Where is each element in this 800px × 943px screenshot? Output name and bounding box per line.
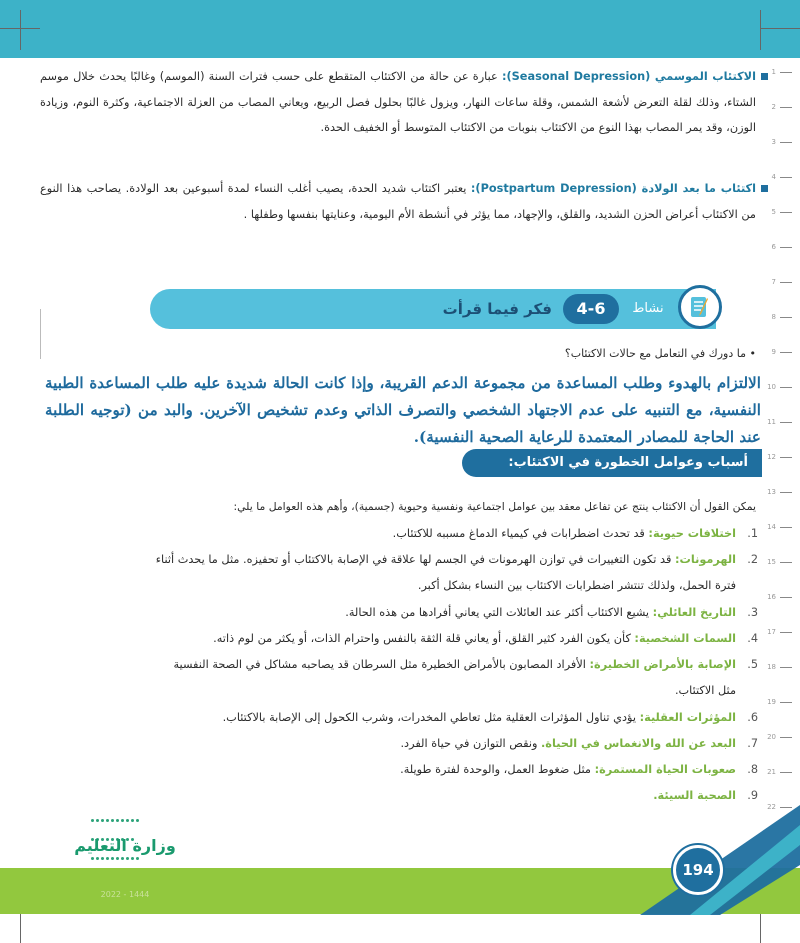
- ministry-subtitle: 2022 - 1444: [100, 890, 150, 899]
- crop-mark: [20, 10, 21, 50]
- factor-text-continued: مثل الاكتئاب.: [674, 683, 736, 697]
- factor-number: 3.: [747, 606, 758, 619]
- side-ruler: [760, 60, 800, 840]
- factor-number: 4.: [747, 632, 758, 645]
- postpartum-paragraph: [40, 176, 756, 227]
- ruler-tick: [780, 387, 792, 388]
- factor-number: 6.: [747, 711, 758, 724]
- activity-answer: الالتزام بالهدوء وطلب المساعدة من مجموعة الدعم القريبة، وإذا كانت الحالة شديدة عليه طلب المساعدة الطبية النفسية، مع التنبيه على عدم الاجتهاد الشخصي والتصرف الذاتي وعدم تشخيص الآخرين. والبد من (توجيه الطلبة عند الحاجة للمصادر المعتمدة للرعاية الصحية النفسية).: [45, 374, 761, 446]
- factor-text: ونقص التوازن في حياة الفرد.: [400, 737, 542, 750]
- factor-number: 8.: [747, 763, 758, 776]
- factor-number: 5.: [747, 658, 758, 671]
- ruler-number: 11: [767, 418, 776, 426]
- factor-item: [46, 626, 758, 652]
- postpartum-body: يعتبر اكتئاب شديد الحدة، يصيب أغلب النساء لمدة أسبوعين بعد الولادة. يصاحب هذا النوع من الاكتئاب أعراض الحزن الشديد، والقلق، والإجهاد، مما يؤثر في أنشطة الأم اليومية، وعنايتها بنفسها وطفلها .: [40, 182, 756, 221]
- factor-text: كأن يكون الفرد كثير القلق، أو يعاني قلة الثقة بالنفس واحترام الذات، أو يكثر من لوم ذاته.: [213, 632, 635, 645]
- factor-text: قد تكون التغييرات في توازن الهرمونات في الجسم لها علاقة في الإصابة بالاكتئاب أو تحفيزه. مثل ما يحدث أثناء: [155, 553, 675, 566]
- ruler-tick: [780, 562, 792, 563]
- ruler-tick: [780, 667, 792, 668]
- ruler-number: 17: [767, 628, 776, 636]
- factor-title: البعد عن الله والانغماس في الحياة.: [541, 737, 736, 750]
- crop-mark: [760, 28, 800, 29]
- factor-title: التاريخ العائلي:: [652, 606, 736, 619]
- ruler-number: 14: [767, 523, 776, 531]
- factor-title: الهرمونات:: [674, 553, 736, 566]
- ruler-tick: [780, 317, 792, 318]
- ruler-number: 18: [767, 663, 776, 671]
- factor-item: [46, 521, 758, 547]
- ruler-tick: [780, 212, 792, 213]
- ruler-tick: [780, 247, 792, 248]
- ruler-tick: [780, 177, 792, 178]
- ruler-tick: [780, 492, 792, 493]
- ruler-tick: [780, 142, 792, 143]
- activity-number: 4-6: [576, 299, 606, 318]
- ruler-number: 5: [771, 208, 776, 216]
- bullet-dot: •: [746, 347, 756, 360]
- factor-text: مثل ضغوط العمل، والوحدة لفترة طويلة.: [400, 763, 595, 776]
- factor-item: [46, 705, 758, 731]
- factor-text: الأفراد المصابون بالأمراض الخطيرة مثل السرطان قد يصاحبه مشاكل في الصحة النفسية: [173, 658, 590, 671]
- factor-item: [46, 652, 758, 703]
- ruler-tick: [780, 352, 792, 353]
- factor-number: 2.: [747, 553, 758, 566]
- bullet-icon: [761, 73, 768, 80]
- crop-mark: [760, 10, 761, 50]
- ruler-number: 15: [767, 558, 776, 566]
- activity-label: نشاط: [632, 301, 664, 316]
- ruler-number: 19: [767, 698, 776, 706]
- activity-question: ما دورك في التعامل مع حالات الاكتئاب؟: [564, 347, 746, 360]
- activity-icon: [678, 285, 722, 329]
- activity-title: فكر فيما قرأت: [442, 300, 552, 318]
- activity-number-box: [563, 294, 619, 324]
- ruler-number: 4: [771, 173, 776, 181]
- factor-number: 7.: [747, 737, 758, 750]
- factor-title: الصحبة السيئة.: [653, 789, 736, 802]
- ruler-number: 10: [767, 383, 776, 391]
- factor-number: 9.: [747, 789, 758, 802]
- ruler-tick: [780, 772, 792, 773]
- postpartum-title: اكتئاب ما بعد الولادة (Postpartum Depression):: [470, 182, 757, 195]
- crop-mark: [0, 28, 40, 29]
- ruler-number: 22: [767, 803, 776, 811]
- ruler-tick: [780, 702, 792, 703]
- section-title: أسباب وعوامل الخطورة في الاكتئاب:: [508, 455, 748, 470]
- factor-title: اختلافات حيوية:: [648, 527, 736, 540]
- factor-text: يؤدي تناول المؤثرات العقلية مثل تعاطي المخدرات، وشرب الكحول إلى الإصابة بالاكتئاب.: [222, 711, 640, 724]
- ruler-number: 1: [771, 68, 776, 76]
- factor-text: قد تحدث اضطرابات في كيمياء الدماغ مسببه للاكتئاب.: [392, 527, 649, 540]
- ruler-number: 13: [767, 488, 776, 496]
- seasonal-paragraph: [40, 64, 756, 141]
- ruler-tick: [780, 527, 792, 528]
- ruler-number: 8: [771, 313, 776, 321]
- section-intro: [40, 494, 756, 520]
- seasonal-title: الاكتئاب الموسمي (Seasonal Depression):: [501, 70, 756, 83]
- ruler-number: 6: [771, 243, 776, 251]
- ministry-name: وزارة التعليم: [74, 836, 176, 855]
- factor-number: 1.: [747, 527, 758, 540]
- ruler-tick: [780, 632, 792, 633]
- ruler-tick: [780, 457, 792, 458]
- ruler-number: 3: [771, 138, 776, 146]
- activity-question-row: [40, 341, 756, 367]
- ruler-tick: [780, 737, 792, 738]
- ruler-number: 16: [767, 593, 776, 601]
- ruler-number: 2: [771, 103, 776, 111]
- factor-item: [46, 600, 758, 626]
- factor-title: السمات الشخصية:: [634, 632, 736, 645]
- seasonal-body: عبارة عن حالة من الاكتئاب المتقطع على حسب فترات السنة (الموسم) وغالبًا يحدث خلال موسم الشتاء، وذلك لقلة التعرض لأشعة الشمس، وقلة ساعات النهار، ويزول غالبًا بحلول فصل الربيع، ويعاني المصاب من العزلة الاجتماعية، وكثرة النوم، وزيادة الوزن، وقد يمر المصاب بهذا النوع من الاكتئاب بنوبات من الاكتئاب المتوسط أو الخفيف الحدة.: [40, 70, 756, 134]
- ruler-tick: [780, 597, 792, 598]
- factor-text: يشيع الاكتئاب أكثر عند العائلات التي يعاني أفرادها من هذه الحالة.: [345, 606, 653, 619]
- section-header-bar: [462, 449, 762, 477]
- page-number: 194: [673, 845, 723, 895]
- factor-title: صعوبات الحياة المستمرة:: [594, 763, 736, 776]
- factor-title: الإصابة بالأمراض الخطيرة:: [589, 658, 736, 671]
- ruler-tick: [780, 72, 792, 73]
- factor-text-continued: فترة الحمل، ولذلك تنتشر اضطرابات الاكتئاب بين النساء بشكل أكبر.: [417, 578, 736, 592]
- ruler-number: 12: [767, 453, 776, 461]
- bullet-icon: [761, 185, 768, 192]
- ruler-number: 20: [767, 733, 776, 741]
- ruler-number: 21: [767, 768, 776, 776]
- ruler-tick: [780, 282, 792, 283]
- top-header-band: [0, 0, 800, 58]
- ruler-number: 9: [771, 348, 776, 356]
- factor-item: [46, 731, 758, 757]
- ruler-number: 7: [771, 278, 776, 286]
- ruler-tick: [780, 107, 792, 108]
- section-intro-text: يمكن القول أن الاكتئاب ينتج عن تفاعل معقد بين عوامل اجتماعية ونفسية وحيوية (جسمية)، وأهم هذه العوامل ما يلي:: [233, 500, 756, 513]
- factor-item: [46, 547, 758, 598]
- factor-item: [46, 757, 758, 783]
- factor-title: المؤثرات العقلية:: [639, 711, 736, 724]
- ruler-tick: [780, 422, 792, 423]
